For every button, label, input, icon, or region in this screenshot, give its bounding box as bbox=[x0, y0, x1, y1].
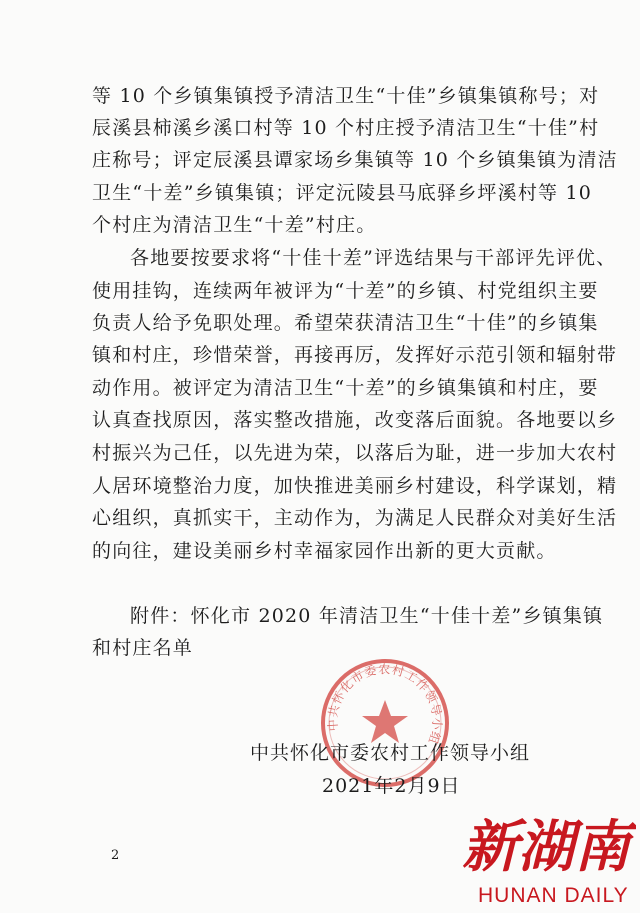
body-line-11: 认真查找原因，落实整改措施，改变落后面貌。各地要以乡 bbox=[92, 409, 618, 431]
body-line-10: 动作用。被评定为清洁卫生“十差”的乡镇集镇和村庄，要 bbox=[92, 377, 599, 399]
attachment-line-2: 和村庄名单 bbox=[92, 637, 194, 659]
body-line-6: 各地要按要求将“十佳十差”评选结果与干部评先评优、 bbox=[130, 247, 617, 269]
body-line-4: 卫生“十差”乡镇集镇；评定沅陵县马底驿乡坪溪村等 10 bbox=[92, 182, 593, 204]
body-line-8: 负责人给予免职处理。希望荣获清洁卫生“十佳”的乡镇集 bbox=[92, 312, 599, 334]
seal-text: 中共怀化市委农村工作领导小组 bbox=[325, 662, 445, 747]
attachment-line-1: 附件：怀化市 2020 年清洁卫生“十佳十差”乡镇集镇 bbox=[130, 605, 604, 627]
signature-date: 2021年2月9日 bbox=[322, 775, 461, 797]
body-line-2: 辰溪县柿溪乡溪口村等 10 个村庄授予清洁卫生“十佳”村 bbox=[92, 117, 600, 139]
body-line-14: 心组织，真抓实干，主动作为，为满足人民群众对美好生活 bbox=[92, 507, 618, 529]
hunan-daily-logo bbox=[456, 808, 636, 878]
body-line-5: 个村庄为清洁卫生“十差”村庄。 bbox=[92, 214, 377, 236]
body-line-9: 镇和村庄，珍惜荣誉，再接再厉，发挥好示范引领和辐射带 bbox=[92, 344, 618, 366]
page-number: 2 bbox=[111, 848, 120, 863]
body-line-12: 村振兴为己任，以先进为荣，以落后为耻，进一步加大农村 bbox=[92, 442, 618, 464]
body-line-7: 使用挂钩，连续两年被评为“十差”的乡镇、村党组织主要 bbox=[92, 280, 599, 302]
body-line-1: 等 10 个乡镇集镇授予清洁卫生“十佳”乡镇集镇称号；对 bbox=[92, 85, 600, 107]
official-seal bbox=[318, 656, 452, 790]
logo-cn-text: 新湖南 bbox=[462, 815, 630, 878]
signature-org: 中共怀化市委农村工作领导小组 bbox=[250, 742, 531, 764]
body-line-3: 庄称号；评定辰溪县谭家场乡集镇等 10 个乡镇集镇为清洁 bbox=[92, 149, 618, 171]
logo-en-text: HUNAN DAILY bbox=[478, 884, 629, 907]
body-line-13: 人居环境整治力度，加快推进美丽乡村建设，科学谋划，精 bbox=[92, 475, 618, 497]
body-line-15: 的向往，建设美丽乡村幸福家园作出新的更大贡献。 bbox=[92, 540, 557, 562]
